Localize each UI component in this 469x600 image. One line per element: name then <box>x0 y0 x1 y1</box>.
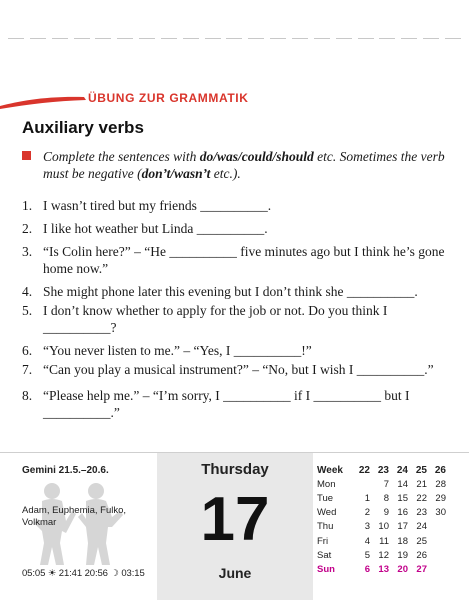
exercise-number: 2. <box>22 221 33 236</box>
day-cell: 22 <box>416 492 427 504</box>
exercise-text: “Can you play a musical instrument?” – “No, but I wish I __________.” <box>43 362 434 377</box>
day-row-thu <box>317 520 446 534</box>
day-label: Sat <box>317 549 332 561</box>
month-calendar <box>313 453 469 600</box>
day-cell <box>427 562 446 576</box>
exercise-number: 5. <box>22 303 33 318</box>
week-number: 23 <box>377 464 389 476</box>
month-table <box>317 463 446 577</box>
day-cell: 13 <box>378 563 389 575</box>
day-cell <box>427 548 446 562</box>
exercise-text: “Please help me.” – “I’m sorry, I __________ if I __________ but I __________.” <box>43 388 410 420</box>
section-label: ÜBUNG ZUR GRAMMATIK <box>88 91 249 105</box>
day-label: Sun <box>317 563 335 575</box>
day-cell: 2 <box>364 507 370 519</box>
day-row-fri <box>317 534 446 548</box>
day-cell: 6 <box>364 563 370 575</box>
exercise-number: 1. <box>22 198 33 213</box>
day-cell: 16 <box>397 507 408 519</box>
day-row-tue <box>317 491 446 505</box>
day-cell <box>427 534 446 548</box>
exercise-item <box>22 342 450 359</box>
week-number: 25 <box>415 464 427 476</box>
day-cell: 4 <box>364 535 370 547</box>
exercise-list <box>22 197 450 421</box>
day-cell: 28 <box>435 478 446 490</box>
exercise-item <box>22 283 450 300</box>
day-row-wed <box>317 506 446 520</box>
calendar-info-panel <box>0 453 157 600</box>
week-number: 22 <box>358 464 370 476</box>
exercise-item <box>22 361 450 378</box>
bullet-square-icon <box>22 151 31 160</box>
day-cell: 10 <box>378 521 389 533</box>
sun-moon-times: 05:05 ☀ 21:41 20:56 ☽ 03:15 <box>22 568 145 579</box>
exercise-item <box>22 243 450 277</box>
day-cell: 3 <box>364 521 370 533</box>
day-cell: 14 <box>397 478 408 490</box>
day-label: Mon <box>317 478 336 490</box>
day-cell: 5 <box>364 549 370 561</box>
exercise-number: 3. <box>22 244 33 259</box>
day-cell <box>427 520 446 534</box>
day-label: Wed <box>317 507 337 519</box>
day-cell: 7 <box>383 478 389 490</box>
month-name: June <box>218 565 252 581</box>
day-cell: 23 <box>416 507 427 519</box>
day-cell: 30 <box>435 507 446 519</box>
week-label: Week <box>317 464 343 476</box>
day-name: Thursday <box>201 461 269 478</box>
name-days: Adam, Euphemia, Fulko, Volkmar <box>22 505 127 528</box>
day-cell: 25 <box>416 535 427 547</box>
day-cell: 11 <box>379 535 389 547</box>
exercise-text: “Is Colin here?” – “He __________ five minutes ago but I think he’s gone home now.” <box>43 244 445 276</box>
zodiac-label: Gemini 21.5.–20.6. <box>22 465 109 476</box>
instruction <box>22 148 447 182</box>
week-number: 26 <box>434 464 446 476</box>
day-label: Tue <box>317 492 334 504</box>
day-cell: 12 <box>378 549 389 561</box>
date-panel <box>157 453 313 600</box>
day-cell: 9 <box>383 507 389 519</box>
exercise-text: I don’t know whether to apply for the job or not. Do you think I __________? <box>43 303 388 335</box>
day-cell: 17 <box>397 521 408 533</box>
exercise-item <box>22 387 450 421</box>
day-row-sun <box>317 562 446 576</box>
exercise-number: 6. <box>22 343 33 358</box>
day-row-mon <box>317 477 446 491</box>
week-number: 24 <box>396 464 408 476</box>
exercise-item <box>22 197 450 214</box>
day-cell: 20 <box>397 563 408 575</box>
day-cell: 18 <box>397 535 408 547</box>
day-number: 17 <box>200 485 270 554</box>
day-cell: 29 <box>435 492 446 504</box>
day-label: Fri <box>317 535 329 547</box>
exercise-text: She might phone later this evening but I don’t think she __________. <box>43 284 418 299</box>
day-cell: 19 <box>397 549 408 561</box>
exercise-item <box>22 302 450 336</box>
day-cell: 21 <box>416 478 427 490</box>
day-row-sat <box>317 548 446 562</box>
exercise-number: 8. <box>22 388 33 403</box>
day-cell: 26 <box>416 549 427 561</box>
page-title: Auxiliary verbs <box>22 118 144 137</box>
instruction-text: Complete the sentences with do/was/could/should etc. Sometimes the verb must be negative (don’t/wasn’t etc.). <box>43 149 445 181</box>
exercise-number: 7. <box>22 362 33 377</box>
day-cell: 1 <box>364 492 370 504</box>
brush-stroke-decoration <box>0 92 90 110</box>
week-row <box>317 463 446 477</box>
day-label: Thu <box>317 521 334 533</box>
day-cell: 27 <box>416 563 427 575</box>
day-cell: 15 <box>397 492 408 504</box>
day-cell: 8 <box>383 492 389 504</box>
exercise-number: 4. <box>22 284 33 299</box>
perforation-line <box>0 38 469 40</box>
day-cell: 24 <box>416 521 427 533</box>
exercise-text: I wasn’t tired but my friends __________. <box>43 198 272 213</box>
exercise-item <box>22 220 450 237</box>
exercise-text: “You never listen to me.” – “Yes, I __________!” <box>43 343 312 358</box>
day-cell <box>351 477 370 491</box>
exercise-text: I like hot weather but Linda __________. <box>43 221 268 236</box>
